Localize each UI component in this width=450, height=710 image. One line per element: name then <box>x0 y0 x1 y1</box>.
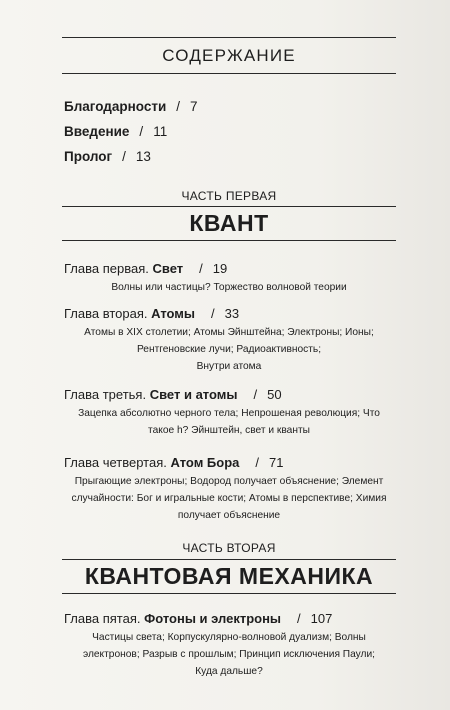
front-item-introduction[interactable]: Введение / 11 <box>64 124 168 139</box>
front-item-acknowledgements[interactable]: Благодарности / 7 <box>64 99 198 114</box>
part-two-rule-top <box>62 559 396 560</box>
part-one-title: КВАНТ <box>189 210 269 236</box>
chapter-1[interactable]: Глава первая. Свет / 19 <box>64 261 228 276</box>
chapter-3[interactable]: Глава третья. Свет и атомы / 50 <box>64 387 282 402</box>
chapter-3-subtopics: Зацепка абсолютно черного тела; Непрошеная революция; Что такое h? Эйнштейн, свет и кванты <box>78 408 380 436</box>
front-item-prologue[interactable]: Пролог / 13 <box>64 149 151 164</box>
part-one-label: ЧАСТЬ ПЕРВАЯ <box>181 189 277 203</box>
top-rule <box>62 37 396 38</box>
chapter-4-subtopics: Прыгающие электроны; Водород получает объяснение; Элемент случайности: Бог и игральные кости; Атомы в перспективе; Химия получает объяснение <box>71 476 387 521</box>
part-two-label: ЧАСТЬ ВТОРАЯ <box>182 541 276 555</box>
chapter-5-subtopics: Частицы света; Корпускулярно-волновой дуализм; Волны электронов; Разрыв с прошлым; Принцип исключения Паули; Куда дальше? <box>82 632 376 677</box>
chapter-1-subtopics: Волны или частицы? Торжество волновой теории <box>111 282 347 293</box>
chapter-5[interactable]: Глава пятая. Фотоны и электроны / 107 <box>64 611 333 626</box>
part-one-rule-bottom <box>62 240 396 241</box>
toc-title: СОДЕРЖАНИЕ <box>162 46 296 65</box>
title-underline <box>62 73 396 74</box>
part-one-rule-top <box>62 206 396 207</box>
part-two-rule-bottom <box>62 593 396 594</box>
chapter-2-subtopics: Атомы в XIX столетии; Атомы Эйнштейна; Электроны; Ионы; Рентгеновские лучи; Радиоактивность; Внутри атома <box>84 327 374 372</box>
part-two-title: КВАНТОВАЯ МЕХАНИКА <box>84 563 374 589</box>
chapter-2[interactable]: Глава вторая. Атомы / 33 <box>64 306 240 321</box>
chapter-4[interactable]: Глава четвертая. Атом Бора / 71 <box>64 455 284 470</box>
